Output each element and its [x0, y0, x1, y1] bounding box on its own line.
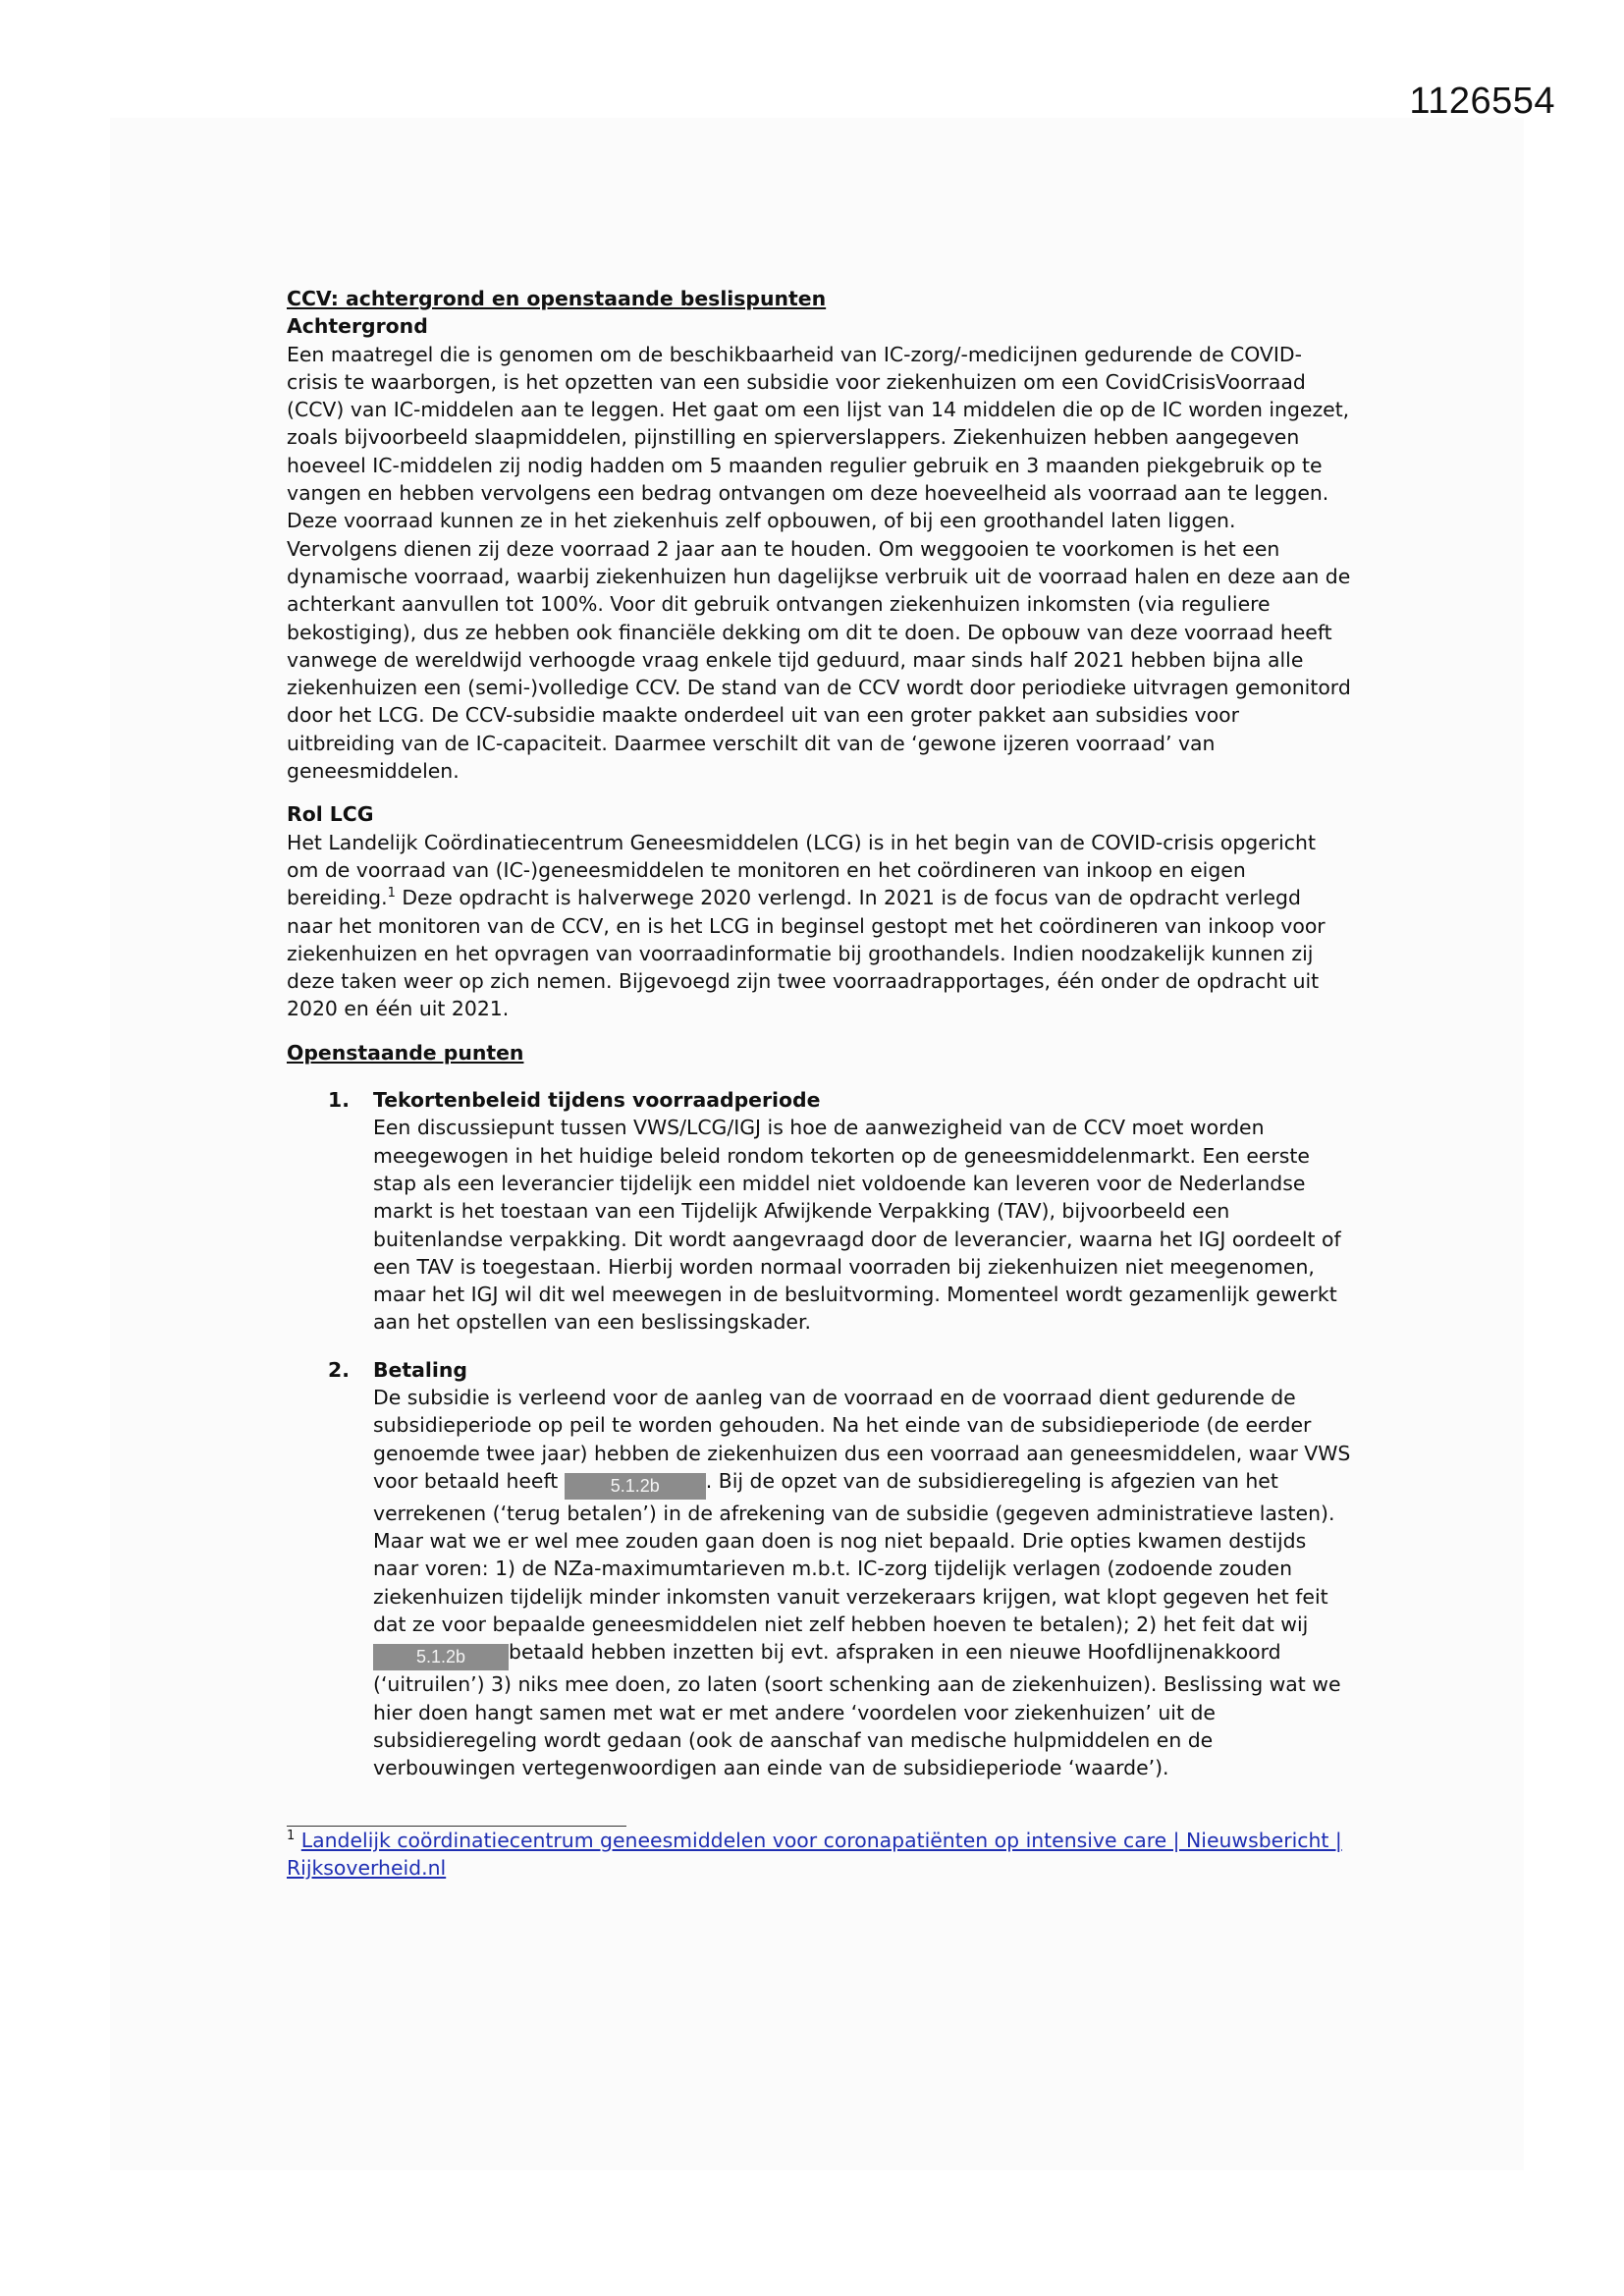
betaling-text-1: De subsidie is verleend voor de aanleg van de voorraad en de voorraad dient gedurende de subsidieperiode op peil te worden gehouden. Na het einde van de subsidieperiode (de eerder genoemde twee jaar) hebben de ziekenhuizen dus een voorraad aan geneesmiddelen, waar VWS voor betaald heeft [373, 1385, 1351, 1493]
list-item-tekortenbeleid [328, 1086, 1351, 1337]
betaling-text-2: . Bij de opzet van de subsidieregeling is afgezien van het verrekenen (‘terug betalen’) in de afrekening van de subsidie (gegeven administratieve lasten). Maar wat we er wel mee zouden gaan doen is nog niet bepaald. Drie opties kwamen destijds naar voren: 1) de NZa-maximumtarieven m.b.t. IC-zorg tijdelijk verlagen (zodoende zouden ziekenhuizen tijdelijk minder inkomsten vanuit verzekeraars krijgen, wat klopt gegeven het feit dat ze voor bepaalde geneesmiddelen niet zelf hebben hoeven te betalen); 2) het feit dat wij [373, 1468, 1335, 1637]
footnote-reference[interactable]: 1 [387, 886, 396, 902]
document-title: CCV: achtergrond en openstaande beslispunten [287, 287, 827, 310]
betaling-text-3: betaald hebben inzetten bij evt. afspraken in een nieuwe Hoofdlijnenakkoord (‘uitruilen’) 3) niks mee doen, zo laten (soort schenking aan de ziekenhuizen). Beslissing wat we hier doen hangt samen met wat er met andere ‘voordelen voor ziekenhuizen’ uit de subsidieregeling wordt gedaan (ook de aanschaf van medische hulpmiddelen en de verbouwingen vertegenwoordigen aan einde van de subsidieperiode ‘waarde’). [373, 1640, 1341, 1780]
footnote-link[interactable]: Landelijk coördinatiecentrum geneesmiddelen voor coronapatiënten op intensive care | Nieuwsbericht | Rijksoverheid.nl [287, 1828, 1342, 1880]
redaction-box: 5.1.2b [565, 1473, 706, 1500]
heading-openstaande-punten: Openstaande punten [287, 1040, 524, 1065]
list-item-text [373, 1384, 1351, 1782]
redaction-box: 5.1.2b [373, 1644, 509, 1670]
list-item-title: Tekortenbeleid tijdens voorraadperiode [373, 1088, 821, 1113]
list-item-text: Een discussiepunt tussen VWS/LCG/IGJ is hoe de aanwezigheid van de CCV moet worden meegewogen in het huidige beleid rondom tekorten op de geneesmiddelenmarkt. Een eerste stap als een leverancier tijdelijk een middel niet voldoende kan leveren voor de Nederlandse markt is het toestaan van een Tijdelijk Afwijkende Verpakking (TAV), bijvoorbeeld een buitenlandse verpakking. Dit wordt aangevraagd door de leverancier, waarna het IGJ oordeelt of een TAV is toegestaan. Hierbij worden normaal voorraden bij ziekenhuizen niet meegenomen, maar het IGJ wil dit wel meewegen in de besluitvorming. Momenteel wordt gezamenlijk gewerkt aan het opstellen van een beslissingskader. [373, 1116, 1341, 1335]
rol-lcg-text-1: Het Landelijk Coördinatiecentrum Geneesmiddelen (LCG) is in het begin van de COVID-crisis opgericht om de voorraad van (IC-)geneesmiddelen te monitoren en het coördineren van inkoop en eigen bereiding. [287, 830, 1316, 910]
list-item-number: 2. [328, 1357, 350, 1382]
list-item-number: 1. [328, 1088, 350, 1113]
document-number: 1126554 [1409, 81, 1555, 122]
document-body [287, 285, 1351, 1882]
paragraph-achtergrond: Een maatregel die is genomen om de beschikbaarheid van IC-zorg/-medicijnen gedurende de COVID-crisis te waarborgen, is het opzetten van een subsidie voor ziekenhuizen om een CovidCrisisVoorraad (CCV) van IC-middelen aan te leggen. Het gaat om een lijst van 14 middelen die op de IC worden ingezet, zoals bijvoorbeeld slaapmiddelen, pijnstilling en spierverslappers. Ziekenhuizen hebben aangegeven hoeveel IC-middelen zij nodig hadden om 5 maanden regulier gebruik en 3 maanden piekgebruik op te vangen en hebben vervolgens een bedrag ontvangen om deze hoeveelheid als voorraad aan te leggen. Deze voorraad kunnen ze in het ziekenhuis zelf opbouwen, of bij een groothandel laten liggen. Vervolgens dienen zij deze voorraad 2 jaar aan te houden. Om weggooien te voorkomen is het een dynamische voorraad, waarbij ziekenhuizen hun dagelijkse verbruik uit de voorraad halen en deze aan de achterkant aanvullen tot 100%. Voor dit gebruik ontvangen ziekenhuizen inkomsten (via reguliere bekostiging), dus ze hebben ook financiële dekking om dit te doen. De opbouw van deze voorraad heeft vanwege de wereldwijd verhoogde vraag enkele tijd geduurd, maar sinds half 2021 hebben bijna alle ziekenhuizen een (semi-)volledige CCV. De stand van de CCV wordt door periodieke uitvragen gemonitord door het LCG. De CCV-subsidie maakte onderdeel uit van een groter pakket aan subsidies voor uitbreiding van de IC-capaciteit. Daarmee verschilt dit van de ‘gewone ijzeren voorraad’ van geneesmiddelen. [287, 342, 1351, 784]
heading-rol-lcg: Rol LCG [287, 802, 374, 827]
heading-achtergrond: Achtergrond [287, 314, 428, 339]
footnote-mark: 1 [287, 1828, 296, 1843]
footnote [287, 1827, 1351, 1883]
paragraph-rol-lcg [287, 829, 1351, 1023]
list-item-betaling [328, 1356, 1351, 1782]
list-item-title: Betaling [373, 1357, 467, 1382]
rol-lcg-text-2: Deze opdracht is halverwege 2020 verlengd. In 2021 is de focus van de opdracht verlegd naar het monitoren van de CCV, en is het LCG in beginsel gestopt met het coördineren van inkoop voor ziekenhuizen en het opvragen van voorraadinformatie bij groothandels. Indien noodzakelijk kunnen zij deze taken weer op zich nemen. Bijgevoegd zijn twee voorraadrapportages, één onder de opdracht uit 2020 en één uit 2021. [287, 886, 1326, 1021]
